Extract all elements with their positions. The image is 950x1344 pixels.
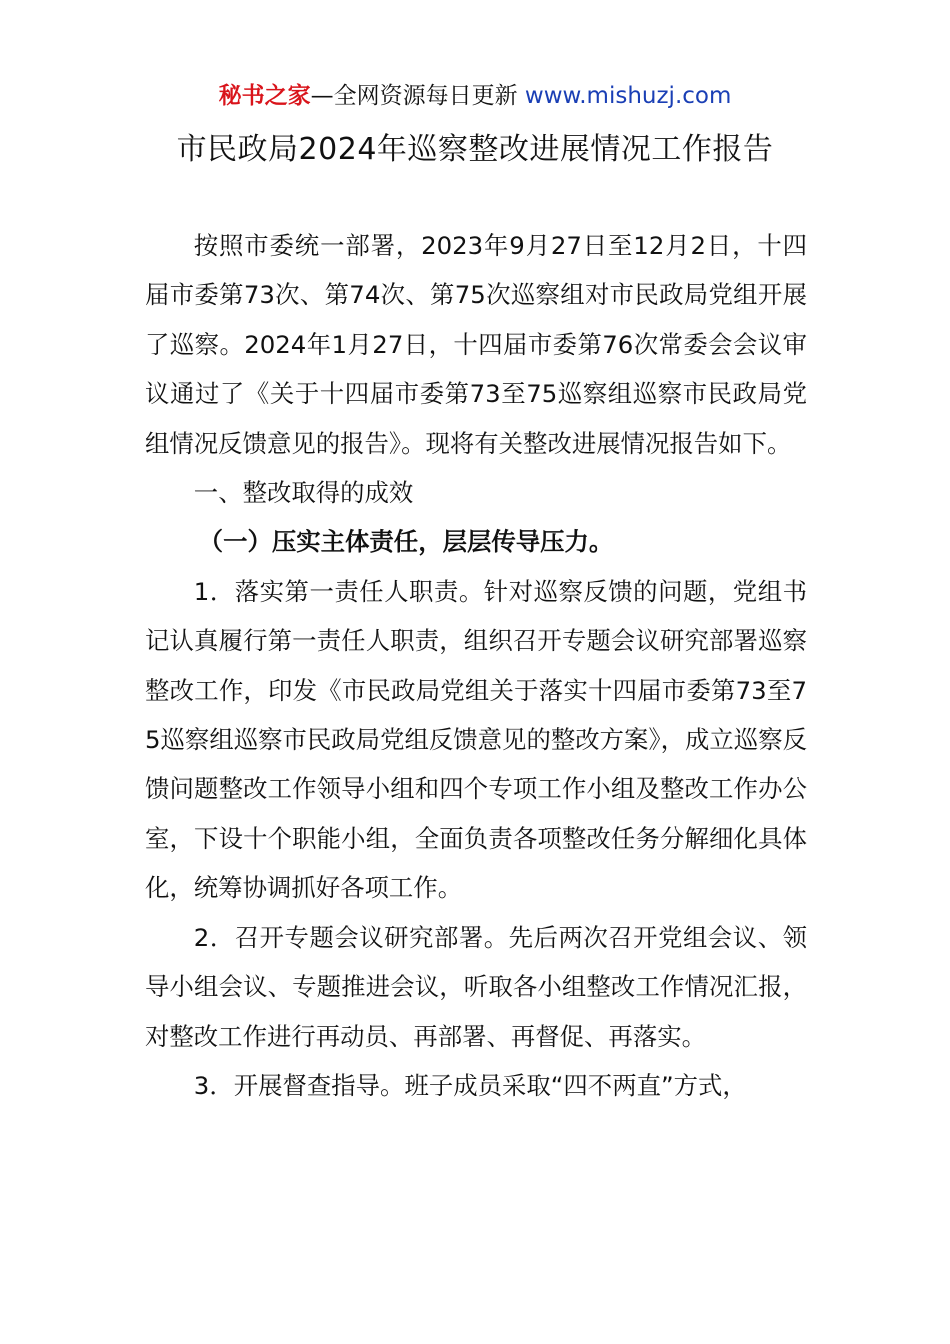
body-paragraph: 3．开展督查指导。班子成员采取“四不两直”方式， (193, 1070, 747, 1100)
brand-name: 秘书之家 (218, 83, 311, 109)
document-body (145, 221, 807, 1110)
subsection-heading: （一）压实主体责任，层层传导压力。 (198, 527, 614, 557)
body-paragraph: 2．召开专题会议研究部署。先后两次召开党组会议、领导小组会议、专题推进会议，听取各小组整改工作情况汇报，对整改工作进行再动员、再部署、再督促、再落实。 (145, 922, 807, 1051)
site-url-link[interactable]: www.mishuzj.com (524, 83, 732, 109)
site-header (0, 80, 950, 112)
section-heading: 一、整改取得的成效 (193, 478, 414, 508)
body-paragraph: 1．落实第一责任人职责。针对巡察反馈的问题，党组书记认真履行第一责任人职责，组织召开专题会议研究部署巡察整改工作，印发《市民政局党组关于落实十四届市委第73至75巡察组巡察市民政局党组反馈意见的整改方案》，成立巡察反馈问题整改工作领导小组和四个专项工作小组及整改工作办公室，下设十个职能小组，全面负责各项整改任务分解细化具体化，统筹协调抓好各项工作。 (145, 576, 807, 903)
header-tagline: —全网资源每日更新 (310, 83, 518, 109)
intro-paragraph: 按照市委统一部署，2023年9月27日至12月2日，十四届市委第73次、第74次、第75次巡察组对市民政局党组开展了巡察。2024年1月27日，十四届市委第76次常委会会议审议通过了《关于十四届市委第73至75巡察组巡察市民政局党组情况反馈意见的报告》。现将有关整改进展情况报告如下。 (145, 231, 807, 458)
document-title: 市民政局2024年巡察整改进展情况工作报告 (176, 132, 774, 167)
